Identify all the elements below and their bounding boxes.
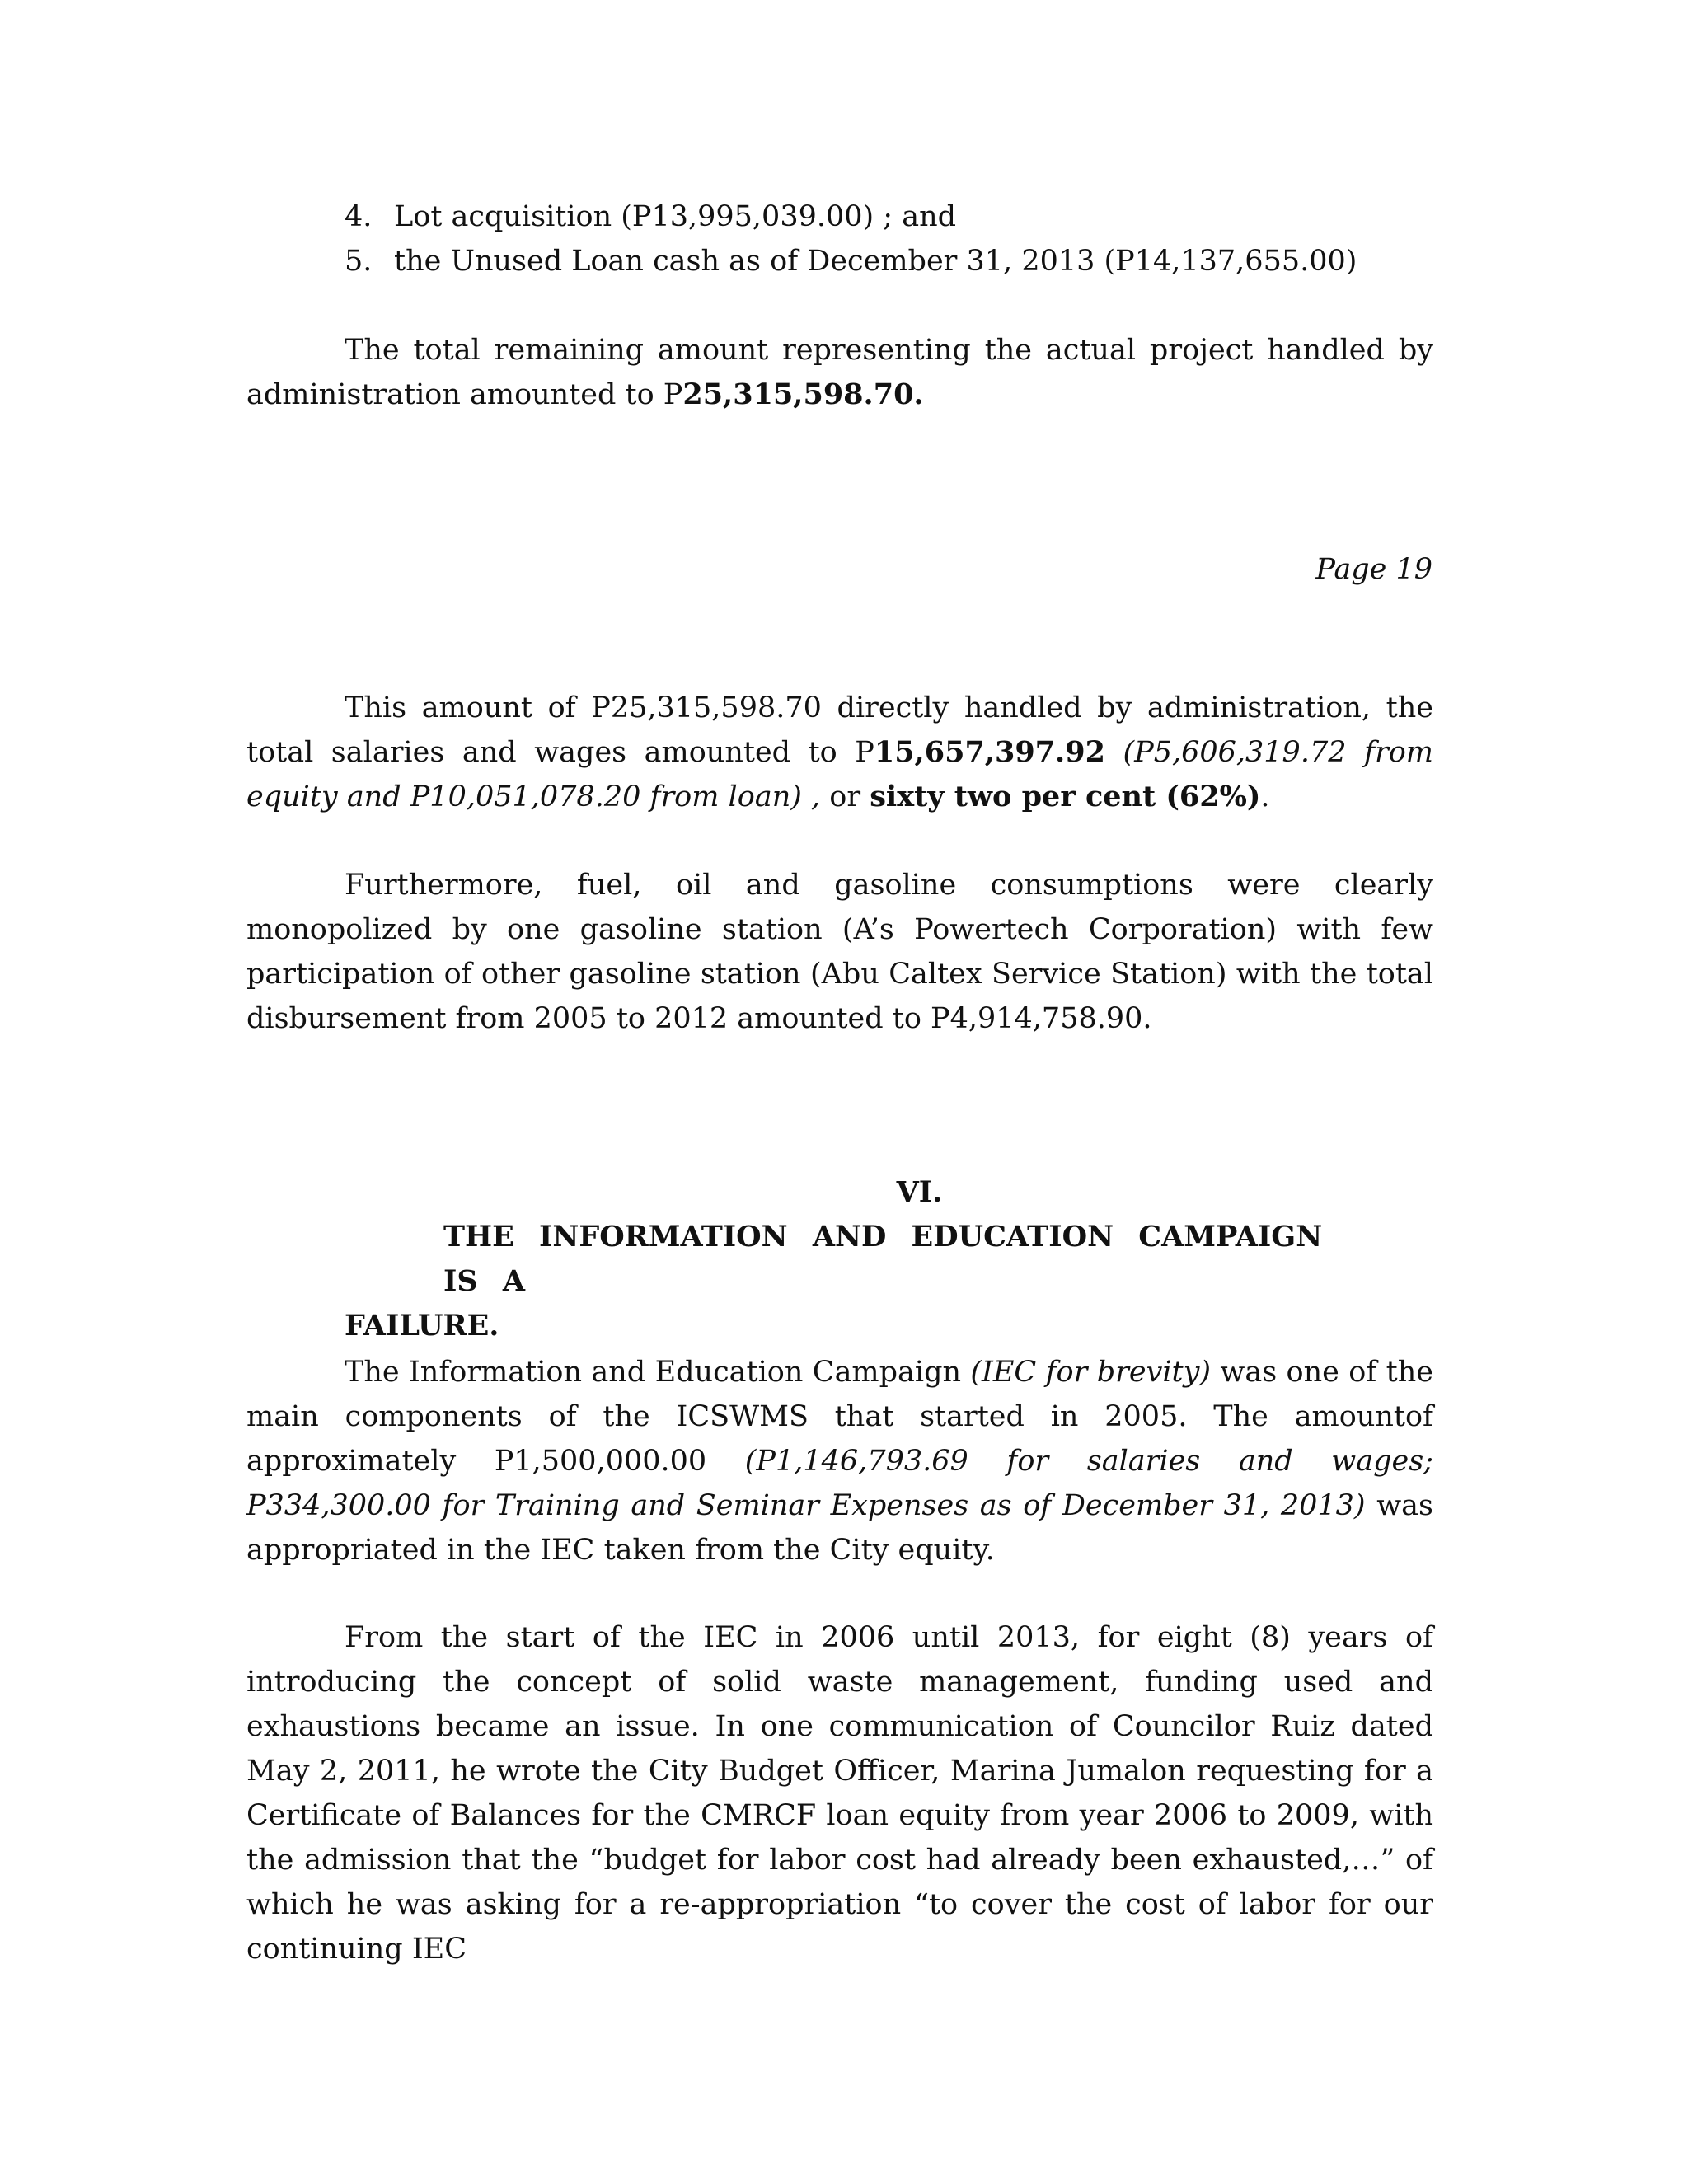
section-number: VI. [896,1175,943,1209]
paragraph-text: From the start of the IEC in 2006 until 2013, for eight (8) years of introducing the concept of solid waste management, funding used and exhaustions became an issue. In one communication of Councilor Ruiz dated May 2, 2011, he wrote the City Budget Officer, Marina Jumalon requesting for a Certificate of Balances for the CMRCF loan equity from year 2006 to 2009, with the admission that the “budget for labor cost had already been exhausted,…” of which he was asking for a re-appropriation “to cover the cost of labor for our continuing IEC [246,1621,1433,1966]
list-item-number: 5. [345,245,373,278]
paragraph-text: Furthermore, fuel, oil and gasoline consumptions were clearly monopolized by one gasoline station (A’s Powertech Corporation) with few participation of other gasoline station (Abu Caltex Service Station) with the total disbursement from 2005 to 2012 amounted to P4,914,758.90. [246,869,1433,1035]
paragraph-bold-amount: 25,315,598.70. [682,377,924,411]
paragraph-text: or [820,780,870,813]
paragraph-salaries [246,686,1433,819]
paragraph-text: was one of the main components of the ICSWMS that started in 2005. The amountof approximately P1,500,000.00 [246,1356,1433,1478]
paragraph-text: This amount of P25,315,598.70 directly handled by administration, the total salaries and wages amounted to P [246,691,1433,769]
list-item-number: 4. [345,200,373,233]
section-heading [345,1170,1334,1348]
paragraph-bold-percent: sixty two per cent (62%) [870,780,1261,813]
paragraph-text: The total remaining amount representing the actual project handled by administration amounted to P [246,334,1433,411]
section-title-line: THE INFORMATION AND EDUCATION CAMPAIGN IS A [443,1220,1323,1298]
paragraph-italic-note: (P1,146,793.69 for salaries and wages; P334,300.00 for Training and Seminar Expenses as of December 31, 2013) [246,1445,1433,1522]
paragraph-bold-amount: 15,657,397.92 [874,735,1105,769]
numbered-list [345,194,1416,284]
section-title-line: FAILURE. [345,1309,499,1343]
paragraph-iec [246,1350,1433,1572]
list-item [345,239,1416,284]
paragraph-total-remaining [246,328,1433,417]
paragraph-fuel [246,863,1433,1041]
paragraph-text: was appropriated in the IEC taken from the City equity. [246,1489,1433,1567]
paragraph-text: The Information and Education Campaign [345,1356,971,1389]
list-item-text: the Unused Loan cash as of December 31, 2013 (P14,137,655.00) [394,245,1357,278]
paragraph-italic-note: (IEC for brevity) [970,1356,1212,1389]
list-item-text: Lot acquisition (P13,995,039.00) ; and [394,200,957,233]
paragraph-text: . [1260,780,1270,813]
paragraph-italic-note: (P5,606,319.72 from equity and P10,051,078.20 from loan) , [246,736,1433,813]
list-item [345,194,1416,239]
page-number: Page 19 [1315,553,1432,586]
paragraph-iec-funding [246,1615,1433,1971]
